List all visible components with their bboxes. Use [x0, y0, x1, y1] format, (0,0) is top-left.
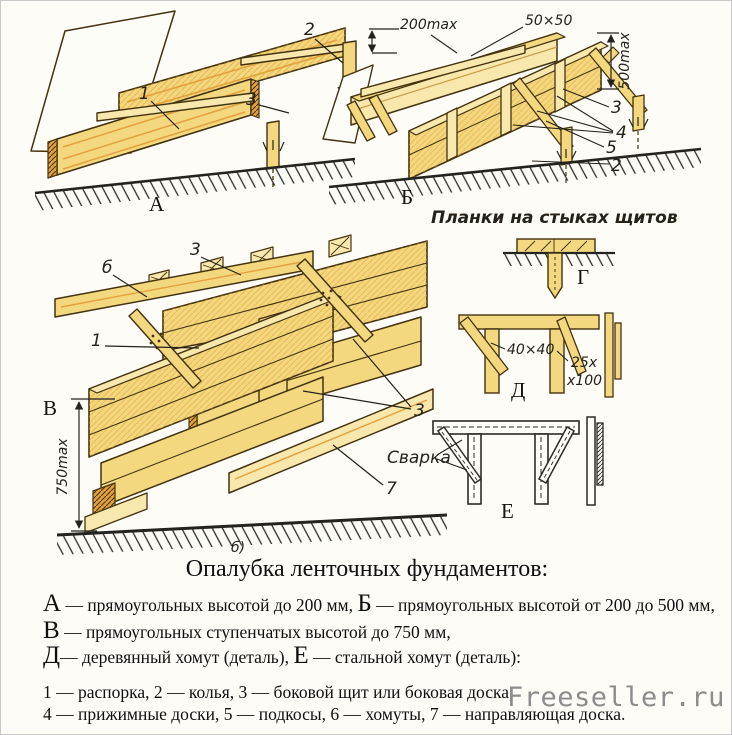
callout-7-label: 7 — [386, 479, 397, 499]
pressure-board — [555, 59, 565, 112]
figure-g-letter: Г — [577, 265, 590, 289]
dim-500max-label: 500max — [617, 32, 633, 90]
figure-e-letter: Е — [501, 499, 514, 523]
dim-50x50-label: 50×50 — [525, 13, 573, 29]
clamp-side-view — [615, 323, 621, 379]
dim-750max-label: 750max — [55, 438, 71, 496]
formwork-drawing-canvas — [1, 1, 732, 559]
clamp-beam — [459, 315, 599, 329]
watermark-freeseller: Freeseller.ru — [507, 682, 725, 713]
callout-3-label: 3 — [246, 90, 257, 110]
dim-100-label: x100 — [567, 373, 603, 389]
legend-line-v — [43, 617, 703, 645]
legend-text: — прямоугольных высотой до 200 мм, — [61, 595, 358, 615]
legend-letter-a: А — [43, 590, 62, 617]
pressure-board — [447, 108, 457, 161]
legend-text: — прямоугольных ступенчатых высотой до 750 мм, — [59, 622, 451, 642]
figure-v-drawing — [55, 235, 447, 555]
joint-plank — [517, 239, 595, 253]
figure-a-drawing — [31, 11, 358, 211]
legend-line-a-b — [43, 590, 715, 618]
caption-title: Опалубка ленточных фундаментов: — [185, 556, 549, 582]
figure-b-letter: Б — [401, 185, 414, 209]
grass-tuft — [557, 149, 576, 159]
legend-line-items-4-7: 4 — прижимные доски, 5 — подкосы, 6 — хомуты, 7 — направляющая доска. — [43, 704, 626, 724]
callout-5-label: 5 — [606, 138, 617, 158]
legend-text: — прямоугольных высотой от 200 до 500 мм, — [371, 595, 715, 615]
pressure-board — [501, 83, 511, 136]
legend-letter-v: В — [43, 617, 60, 644]
stake — [561, 127, 572, 165]
grass-tuft — [263, 140, 284, 151]
callout-6-label: б — [102, 258, 113, 278]
figure-a-letter: А — [149, 192, 165, 216]
dim-200max-label: 200max — [400, 17, 458, 33]
ground-hatching — [329, 150, 701, 205]
callout-2-label: 2 — [611, 156, 622, 176]
grass-tuft — [629, 117, 648, 127]
callout-3-label: 3 — [611, 98, 622, 118]
legend-line-d-e — [43, 642, 703, 670]
figure-v-bottom-mark: б) — [231, 540, 246, 556]
callout-1-label: 1 — [91, 331, 102, 351]
legend-text: — стальной хомут (деталь): — [308, 647, 522, 667]
clamp-leg — [550, 329, 564, 393]
steel-side-view — [587, 417, 595, 505]
legend-letter-d: Д — [43, 642, 61, 669]
legend-letter-e: Е — [293, 642, 309, 669]
figure-b-drawing — [323, 33, 701, 205]
callout-3-top-label: 3 — [190, 240, 201, 260]
details-title: Планки на стыках щитов — [431, 208, 678, 228]
figure-e-drawing — [433, 417, 603, 505]
callout-2-label: 2 — [304, 20, 315, 40]
figure-d-letter: Д — [511, 378, 526, 402]
figure-g-drawing — [503, 239, 615, 298]
figure-v-letter: В — [43, 396, 58, 420]
steel-side-view — [597, 423, 603, 485]
legend-letter-b: Б — [357, 590, 372, 617]
callout-4-label: 4 — [616, 123, 627, 143]
figure-e-annotations — [387, 440, 514, 523]
weld-label: Сварка — [387, 448, 451, 468]
callout-3-right-label: 3 — [414, 401, 425, 421]
dim-25-label: 25x — [571, 355, 598, 371]
legend-text: — деревянный хомут (деталь), — [60, 647, 294, 667]
dim-40x40-label: 40×40 — [507, 342, 555, 358]
clamp-side-view — [605, 313, 613, 397]
callout-1-label: 1 — [139, 84, 150, 104]
legend-line-items-1-3: 1 — распорка, 2 — колья, 3 — боковой щит или боковая доска, — [43, 682, 514, 702]
